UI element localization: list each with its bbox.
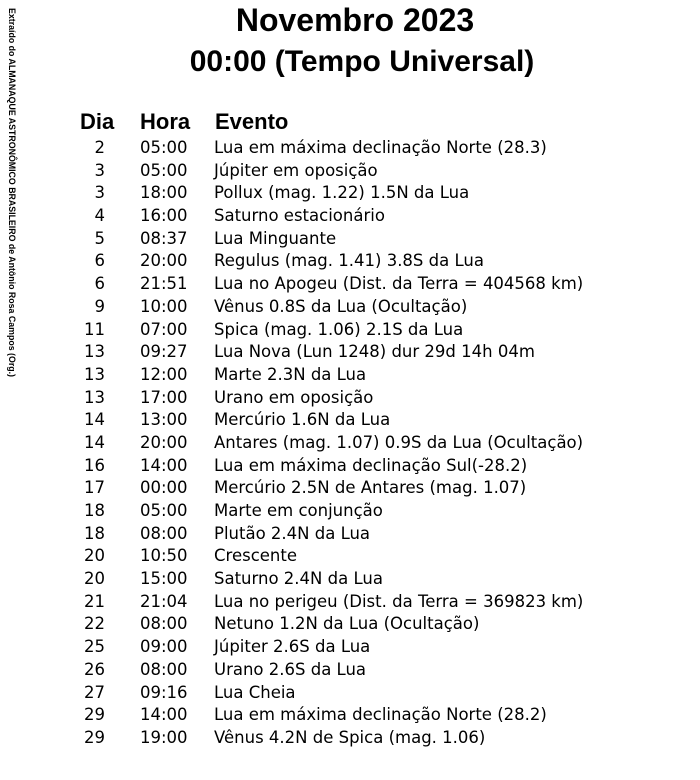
cell-hora: 08:37 xyxy=(140,228,188,248)
table-row xyxy=(0,409,700,432)
cell-hora: 05:00 xyxy=(140,501,188,520)
cell-evento: Mercúrio 1.6N da Lua xyxy=(214,410,391,430)
cell-dia: 25 xyxy=(84,637,105,657)
table-row xyxy=(0,477,700,500)
table-row xyxy=(0,545,700,568)
table-row xyxy=(0,682,700,705)
cell-dia: 16 xyxy=(84,455,105,475)
cell-dia: 13 xyxy=(84,342,105,362)
table-row xyxy=(0,659,700,682)
table-row xyxy=(0,613,700,636)
cell-hora: 07:00 xyxy=(140,319,188,339)
cell-evento: Júpiter 2.6S da Lua xyxy=(214,637,371,657)
cell-hora: 20:00 xyxy=(140,432,188,452)
cell-hora: 12:00 xyxy=(140,364,188,384)
table-row xyxy=(0,273,700,296)
cell-hora: 09:00 xyxy=(140,637,188,657)
table-row xyxy=(0,205,700,228)
cell-hora: 10:50 xyxy=(140,546,188,566)
cell-evento: Pollux (mag. 1.22) 1.5N da Lua xyxy=(214,183,470,203)
cell-hora: 05:00 xyxy=(140,160,188,180)
cell-hora: 16:00 xyxy=(140,206,188,226)
page-subtitle: 00:00 (Tempo Universal) xyxy=(189,45,535,78)
cell-dia: 3 xyxy=(94,183,105,203)
cell-hora: 08:00 xyxy=(140,614,188,634)
cell-hora: 14:00 xyxy=(140,705,188,725)
cell-hora: 08:00 xyxy=(140,659,188,679)
cell-evento: Saturno 2.4N da Lua xyxy=(214,569,383,589)
cell-hora: 09:27 xyxy=(140,342,188,362)
table-row xyxy=(0,160,700,183)
table-row xyxy=(0,523,700,546)
cell-hora: 00:00 xyxy=(140,478,188,498)
cell-dia: 26 xyxy=(84,659,105,679)
cell-evento: Júpiter em oposição xyxy=(214,160,378,180)
cell-hora: 14:00 xyxy=(140,455,188,475)
cell-dia: 13 xyxy=(84,364,105,384)
cell-evento: Marte 2.3N da Lua xyxy=(214,364,367,384)
table-row xyxy=(0,182,700,205)
table-row xyxy=(0,341,700,364)
table-row xyxy=(0,250,700,273)
cell-evento: Urano 2.6S da Lua xyxy=(214,659,367,679)
table-row xyxy=(0,568,700,591)
cell-hora: 10:00 xyxy=(140,296,188,316)
cell-dia: 18 xyxy=(84,523,105,543)
cell-dia: 11 xyxy=(84,319,105,339)
cell-evento: Lua Nova (Lun 1248) dur 29d 14h 04m xyxy=(214,342,535,362)
cell-hora: 20:00 xyxy=(140,251,188,271)
cell-evento: Vênus 4.2N de Spica (mag. 1.06) xyxy=(214,727,486,747)
cell-dia: 20 xyxy=(84,569,105,589)
cell-evento: Vênus 0.8S da Lua (Ocultação) xyxy=(214,296,468,316)
cell-evento: Crescente xyxy=(214,546,297,566)
table-row xyxy=(0,296,700,319)
cell-hora: 05:00 xyxy=(140,138,188,157)
cell-dia: 2 xyxy=(94,138,105,157)
column-header-evento: Evento xyxy=(215,109,289,134)
cell-dia: 9 xyxy=(94,296,105,316)
table-row xyxy=(0,387,700,410)
table-row xyxy=(0,137,700,160)
cell-evento: Lua em máxima declinação Sul(-28.2) xyxy=(214,455,528,475)
cell-evento: Netuno 1.2N da Lua (Ocultação) xyxy=(214,614,480,634)
table-row xyxy=(0,319,700,342)
cell-evento: Antares (mag. 1.07) 0.9S da Lua (Ocultação) xyxy=(214,432,584,452)
cell-dia: 20 xyxy=(84,546,105,566)
cell-evento: Spica (mag. 1.06) 2.1S da Lua xyxy=(214,319,464,339)
cell-evento: Urano em oposição xyxy=(214,387,374,407)
cell-dia: 14 xyxy=(84,432,105,452)
cell-evento: Mercúrio 2.5N de Antares (mag. 1.07) xyxy=(214,478,527,498)
cell-evento: Marte em conjunção xyxy=(214,501,383,520)
cell-hora: 21:51 xyxy=(140,274,188,294)
cell-evento: Lua Cheia xyxy=(214,682,296,702)
table-row xyxy=(0,364,700,387)
cell-hora: 09:16 xyxy=(140,682,188,702)
cell-hora: 19:00 xyxy=(140,727,188,747)
cell-evento: Lua em máxima declinação Norte (28.3) xyxy=(214,138,547,157)
cell-dia: 14 xyxy=(84,410,105,430)
table-row xyxy=(0,704,700,727)
column-header-hora: Hora xyxy=(140,109,191,134)
cell-dia: 5 xyxy=(94,228,105,248)
cell-evento: Lua no Apogeu (Dist. da Terra = 404568 km) xyxy=(214,274,584,294)
page-title: Novembro 2023 xyxy=(235,2,475,38)
cell-evento: Lua Minguante xyxy=(214,228,337,248)
cell-hora: 21:04 xyxy=(140,591,188,611)
cell-dia: 29 xyxy=(84,705,105,725)
table-row xyxy=(0,591,700,614)
cell-evento: Plutão 2.4N da Lua xyxy=(214,523,371,543)
cell-dia: 4 xyxy=(94,206,105,226)
cell-evento: Saturno estacionário xyxy=(214,206,385,226)
cell-dia: 18 xyxy=(84,501,105,520)
cell-dia: 6 xyxy=(94,251,105,271)
cell-dia: 13 xyxy=(84,387,105,407)
table-header xyxy=(0,108,700,136)
cell-evento: Lua em máxima declinação Norte (28.2) xyxy=(214,705,547,725)
table-row xyxy=(0,432,700,455)
cell-dia: 17 xyxy=(84,478,105,498)
cell-hora: 13:00 xyxy=(140,410,188,430)
cell-dia: 21 xyxy=(84,591,105,611)
cell-hora: 17:00 xyxy=(140,387,188,407)
cell-hora: 15:00 xyxy=(140,569,188,589)
table-row xyxy=(0,636,700,659)
cell-evento: Regulus (mag. 1.41) 3.8S da Lua xyxy=(214,251,484,271)
cell-hora: 18:00 xyxy=(140,183,188,203)
source-credit-text: Extraído do ALMANAQUE ASTRONÔMICO BRASILEIRO de Antônio Rosa Campos (Org.) xyxy=(7,8,17,377)
table-row xyxy=(0,727,700,750)
events-table xyxy=(0,137,700,750)
cell-dia: 3 xyxy=(94,160,105,180)
column-header-dia: Dia xyxy=(80,109,115,134)
cell-dia: 22 xyxy=(84,614,105,634)
cell-dia: 27 xyxy=(84,682,105,702)
cell-evento: Lua no perigeu (Dist. da Terra = 369823 km) xyxy=(214,591,584,611)
table-row xyxy=(0,455,700,478)
table-row xyxy=(0,228,700,251)
cell-hora: 08:00 xyxy=(140,523,188,543)
table-row xyxy=(0,500,700,523)
cell-dia: 6 xyxy=(94,274,105,294)
cell-dia: 29 xyxy=(84,727,105,747)
